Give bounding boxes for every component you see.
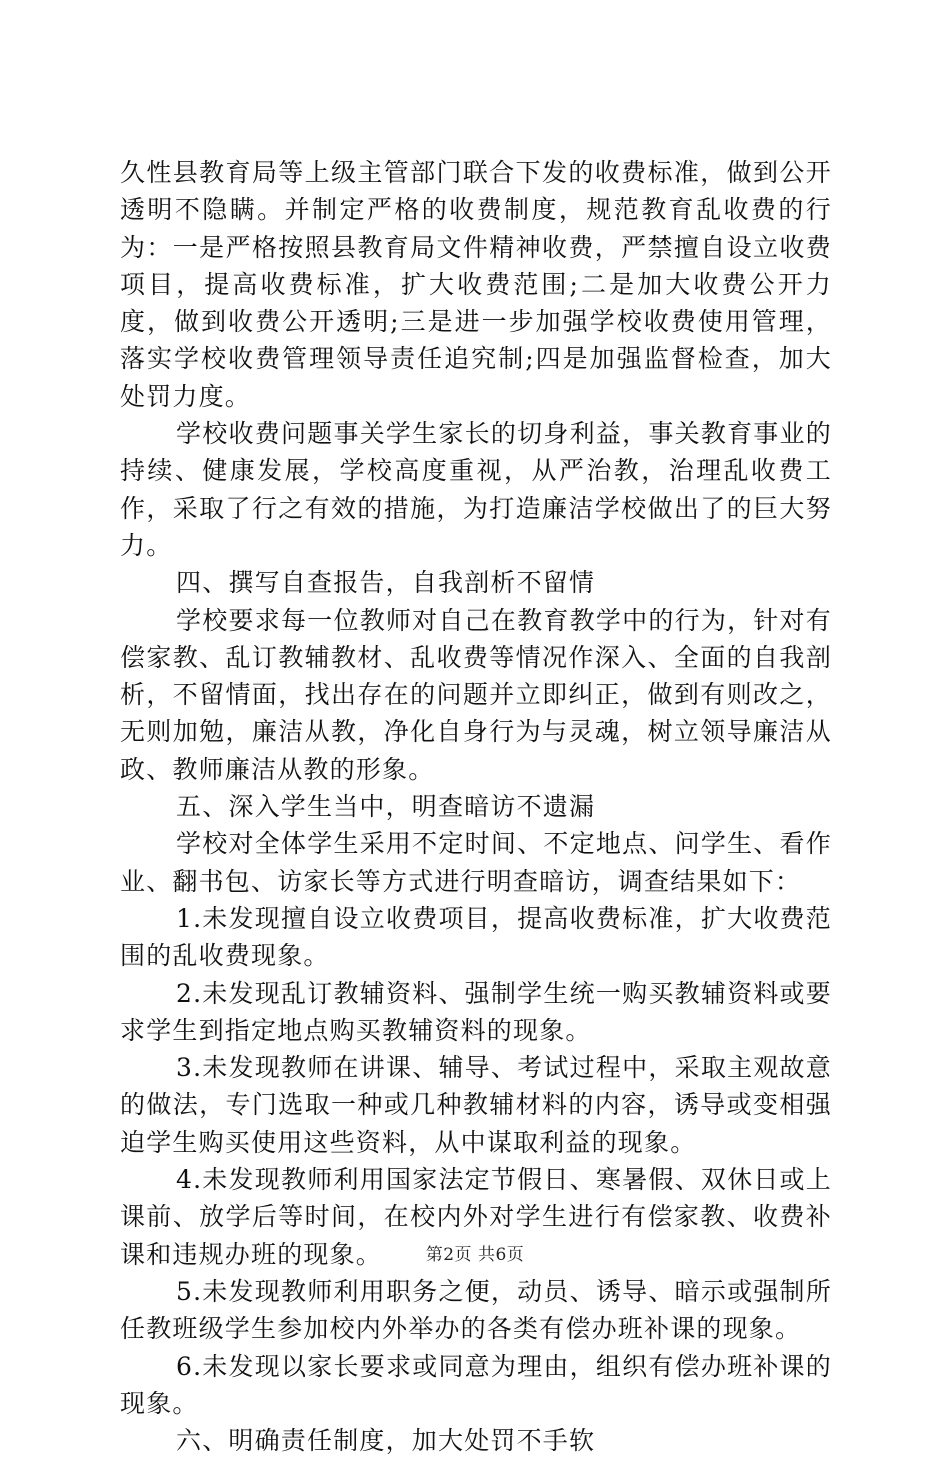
finding-item-5: 5.未发现教师利用职务之便，动员、诱导、暗示或强制所任教班级学生参加校内外举办的各类有偿办班补课的现象。	[120, 1276, 832, 1344]
finding-item-4: 4.未发现教师利用国家法定节假日、寒暑假、双休日或上课前、放学后等时间，在校内外对学生进行有偿家教、收费补课和违规办班的现象。	[120, 1165, 832, 1269]
section-heading-6: 六、明确责任制度，加大处罚不手软	[176, 1426, 596, 1456]
paragraph-self-analysis: 学校要求每一位教师对自己在教育教学中的行为，针对有偿家教、乱订教辅教材、乱收费等情况作深入、全面的自我剖析，不留情面，找出存在的问题并立即纠正，做到有则改之，无则加勉，廉洁从教，净化自身行为与灵魂，树立领导廉洁从政、教师廉洁从教的形象。	[120, 605, 832, 784]
paragraph-fee-standards: 久性县教育局等上级主管部门联合下发的收费标准，做到公开透明不隐瞒。并制定严格的收费制度，规范教育乱收费的行为：一是严格按照县教育局文件精神收费，严禁擅自设立收费项目，提高收费标准，扩大收费范围;二是加大收费公开力度，做到收费公开透明;三是进一步加强学校收费使用管理，落实学校收费管理领导责任追究制;四是加强监督检查，加大处罚力度。	[120, 158, 832, 411]
page-number: 第2页 共6页	[425, 1245, 525, 1265]
finding-item-3: 3.未发现教师在讲课、辅导、考试过程中，采取主观故意的做法，专门选取一种或几种教辅材料的内容，诱导或变相强迫学生购买使用这些资料，从中谋取利益的现象。	[120, 1053, 832, 1157]
section-heading-4: 四、撰写自查报告，自我剖析不留情	[176, 568, 596, 598]
paragraph-investigation: 学校对全体学生采用不定时间、不定地点、问学生、看作业、翻书包、访家长等方式进行明查暗访，调查结果如下：	[120, 829, 832, 896]
finding-item-2: 2.未发现乱订教辅资料、强制学生统一购买教辅资料或要求学生到指定地点购买教辅资料的现象。	[120, 978, 832, 1045]
finding-item-6: 6.未发现以家长要求或同意为理由，组织有偿办班补课的现象。	[120, 1351, 832, 1418]
section-heading-5: 五、深入学生当中，明查暗访不遗漏	[176, 792, 596, 822]
finding-item-1: 1.未发现擅自设立收费项目，提高收费标准，扩大收费范围的乱收费现象。	[120, 903, 832, 971]
paragraph-fee-importance: 学校收费问题事关学生家长的切身利益，事关教育事业的持续、健康发展，学校高度重视，从严治教，治理乱收费工作，采取了行之有效的措施，为打造廉洁学校做出了的巨大努力。	[120, 419, 832, 560]
